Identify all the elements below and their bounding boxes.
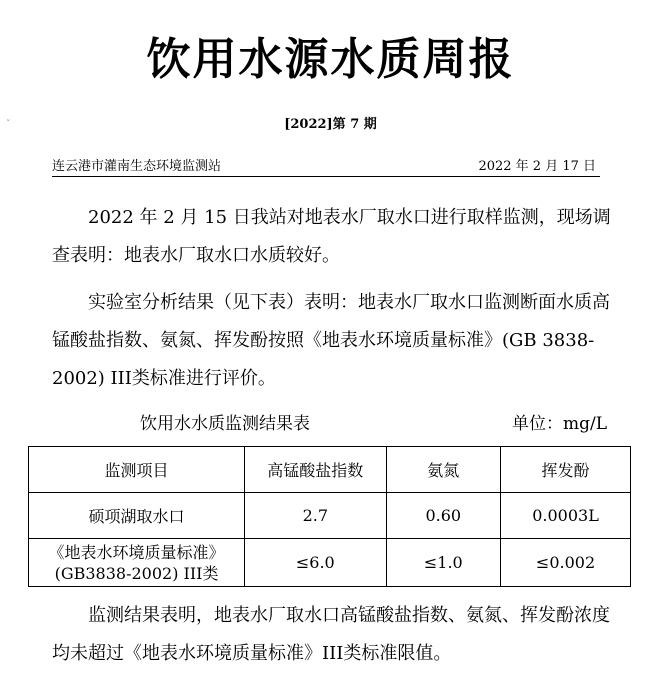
cell-phenol-limit: ≤0.002 — [501, 539, 631, 587]
header-ammonia: 氨氮 — [386, 447, 500, 493]
report-title: 饮用水源水质周报 — [146, 34, 515, 85]
paragraph-sampling: 2022 年 2 月 15 日我站对地表水厂取水口进行取样监测，现场调查表明：地表水厂取水口水质较好。 — [52, 207, 611, 266]
organization-name: 连云港市灌南生态环境监测站 — [52, 159, 222, 174]
cell-standard — [29, 539, 245, 587]
corner-mark: ˇ — [6, 120, 11, 130]
standard-name: 《地表水环境质量标准》 — [48, 542, 225, 562]
paragraph-lab-results: 实验室分析结果（见下表）表明：地表水厂取水口监测断面水质高锰酸盐指数、氨氮、挥发酚按照《地表水环境质量标准》(GB 3838-2002) III类标准进行评价。 — [52, 292, 610, 389]
cell-permanganate-limit: ≤6.0 — [245, 539, 386, 587]
cell-permanganate: 2.7 — [245, 493, 386, 539]
table-header-row — [29, 447, 631, 493]
cell-ammonia: 0.60 — [386, 493, 500, 539]
cell-ammonia-limit: ≤1.0 — [386, 539, 500, 587]
header-phenol: 挥发酚 — [501, 447, 631, 493]
issue-number: [2022]第 7 期 — [284, 117, 377, 132]
header-item: 监测项目 — [29, 447, 245, 493]
cell-item: 硕项湖取水口 — [29, 493, 245, 539]
report-date: 2022 年 2 月 17 日 — [478, 159, 596, 174]
table-unit: 单位：mg/L — [512, 414, 608, 434]
standard-code: (GB3838-2002) III类 — [54, 563, 219, 583]
table-row — [29, 539, 631, 587]
paragraph-conclusion: 监测结果表明，地表水厂取水口高锰酸盐指数、氨氮、挥发酚浓度均未超过《地表水环境质量标准》III类标准限值。 — [52, 605, 610, 664]
cell-phenol: 0.0003L — [501, 493, 631, 539]
table-row — [29, 493, 631, 539]
report-header-line — [52, 157, 600, 177]
table-caption: 饮用水水质监测结果表 — [140, 414, 310, 434]
header-permanganate: 高锰酸盐指数 — [245, 447, 386, 493]
results-table — [28, 446, 631, 587]
